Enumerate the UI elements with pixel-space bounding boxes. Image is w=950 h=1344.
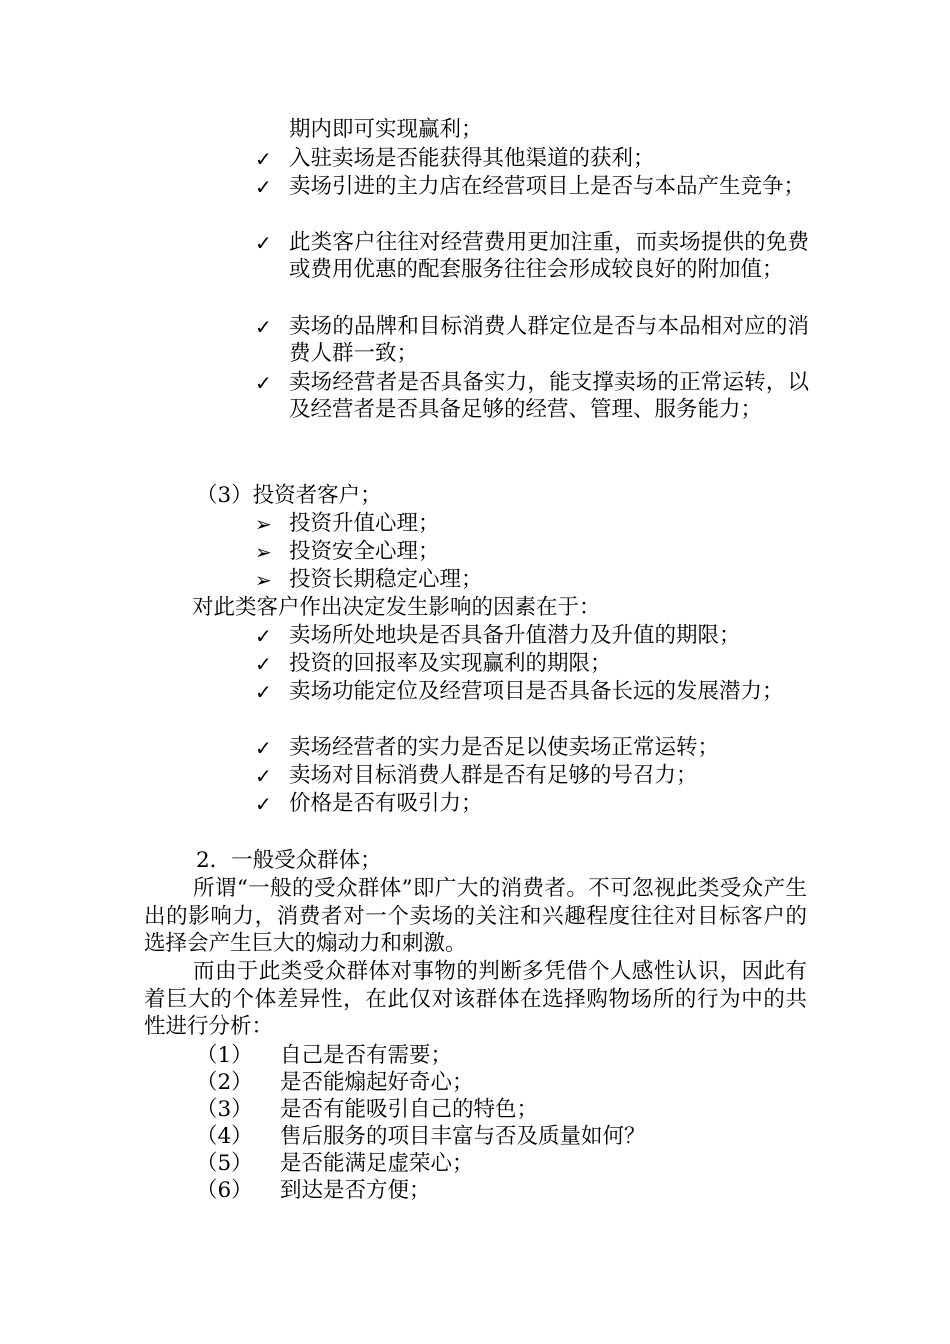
numbered-item: 是否能煽起好奇心； [280,1070,474,1095]
arrow-item: 投资长期稳定心理； [289,567,483,592]
check-icon: ✓ [255,231,272,255]
numbered-index: （4） [196,1124,253,1149]
numbered-item: 到达是否方便； [280,1178,431,1203]
numbered-index: （2） [196,1070,253,1095]
numbered-index: （3） [196,1097,253,1122]
checklist-item: 入驻卖场是否能获得其他渠道的获利； [289,146,655,171]
check-icon: ✓ [255,371,272,395]
continuation-line: 期内即可实现赢利； [289,117,483,142]
check-icon: ✓ [255,764,272,788]
check-icon: ✓ [255,652,272,676]
check-icon: ✓ [255,147,272,171]
numbered-index: （1） [196,1043,253,1068]
section-heading-general: 2．一般受众群体； [196,848,382,873]
checklist-item: 卖场经营者的实力是否足以使卖场正常运转； [289,735,720,760]
checklist-item: 卖场经营者是否具备实力，能支撑卖场的正常运转，以及经营者是否具备足够的经营、管理、服务能力； [289,370,809,422]
check-icon: ✓ [255,680,272,704]
arrow-bullet-icon: ➢ [255,540,272,564]
numbered-index: （5） [196,1151,253,1176]
check-icon: ✓ [255,736,272,760]
arrow-bullet-icon: ➢ [255,568,272,592]
factors-intro: 对此类客户作出决定发生影响的因素在于： [192,595,601,620]
check-icon: ✓ [255,315,272,339]
check-icon: ✓ [255,175,272,199]
paragraph-general-audience: 所谓“一般的受众群体”即广大的消费者。不可忽视此类受众产生出的影响力，消费者对一个卖场的关注和兴趣程度往往对目标客户的选择会产生巨大的煽动力和刺激。 [144,876,807,956]
checklist-item: 卖场的品牌和目标消费人群定位是否与本品相对应的消费人群一致； [289,314,809,366]
section-heading-investor: （3）投资者客户； [196,483,382,508]
checklist-item: 投资的回报率及实现赢利的期限； [289,651,612,676]
check-icon: ✓ [255,624,272,648]
arrow-bullet-icon: ➢ [255,512,272,536]
checklist-item: 卖场所处地块是否具备升值潜力及升值的期限； [289,623,741,648]
numbered-item: 是否能满足虚荣心； [280,1151,474,1176]
checklist-item: 卖场引进的主力店在经营项目上是否与本品产生竞争； [289,174,806,199]
checklist-item: 价格是否有吸引力； [289,791,483,816]
numbered-item: 是否有能吸引自己的特色； [280,1097,539,1122]
checklist-item: 此类客户往往对经营费用更加注重，而卖场提供的免费或费用优惠的配套服务往往会形成较良好的附加值； [289,230,809,282]
numbered-item: 自己是否有需要； [280,1043,453,1068]
numbered-item: 售后服务的项目丰富与否及质量如何？ [280,1124,646,1149]
paragraph-analysis-intro: 而由于此类受众群体对事物的判断多凭借个人感性认识，因此有着巨大的个体差异性，在此仅对该群体在选择购物场所的行为中的共性进行分析： [144,959,807,1039]
checklist-item: 卖场对目标消费人群是否有足够的号召力； [289,763,698,788]
checklist-item: 卖场功能定位及经营项目是否具备长远的发展潜力； [289,679,784,704]
arrow-item: 投资安全心理； [289,539,440,564]
numbered-index: （6） [196,1178,253,1203]
arrow-item: 投资升值心理； [289,511,440,536]
check-icon: ✓ [255,792,272,816]
